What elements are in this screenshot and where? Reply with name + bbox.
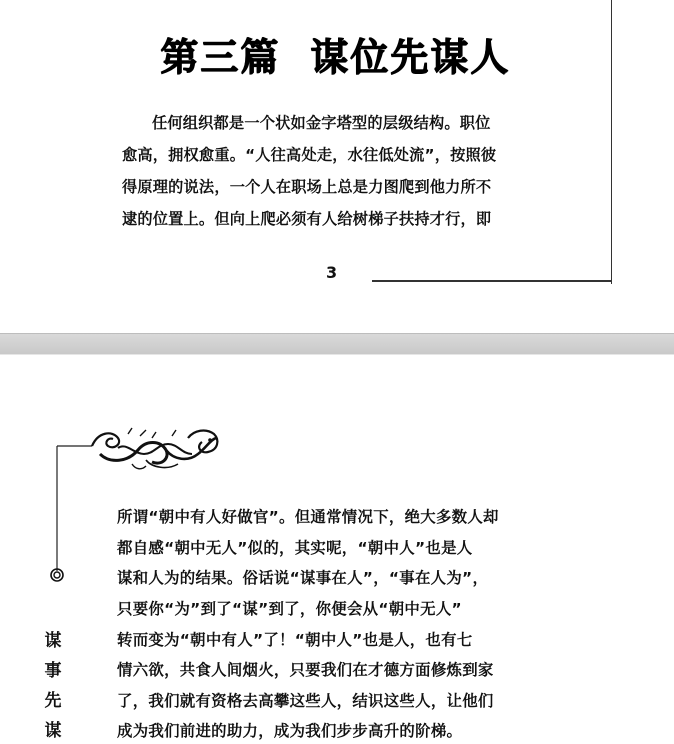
paragraph-line: 逮的位置上。但向上爬必须有人给树梯子扶持才行，即 — [122, 210, 492, 228]
side-title-char: 谋 — [44, 721, 62, 741]
page-separator — [0, 333, 674, 355]
paragraph-line: 得原理的说法，一个人在职场上总是力图爬到他力所不 — [122, 178, 492, 196]
side-title-char: 谋 — [44, 631, 62, 651]
dragon-ornament-icon — [48, 424, 228, 584]
paragraph-line: 谋和人为的结果。俗话说“谋事在人”，“事在人为”， — [117, 569, 489, 587]
paragraph-line: 了，我们就有资格去高攀这些人，结识这些人，让他们 — [117, 692, 494, 710]
page-2 — [0, 356, 674, 744]
paragraph-line: 只要你“为”到了“谋”到了，你便会从“朝中无人” — [117, 600, 462, 618]
chapter-part: 第三篇 — [160, 35, 281, 79]
chapter-name: 谋位先谋人 — [310, 35, 511, 79]
page-1 — [0, 0, 674, 333]
chapter-title — [160, 26, 530, 81]
paragraph-line: 任何组织都是一个状如金字塔型的层级结构。职位 — [152, 114, 491, 132]
page-frame-rule-horizontal — [372, 280, 612, 282]
paragraph-line: 所谓“朝中有人好做官”。但通常情况下，绝大多数人却 — [117, 508, 499, 526]
page-frame-rule-vertical — [611, 0, 612, 284]
paragraph-line: 转而变为“朝中有人”了！“朝中人”也是人，也有七 — [117, 631, 473, 649]
side-title-char: 先 — [44, 691, 62, 711]
page-number: 3 — [326, 263, 338, 282]
paragraph-line: 愈高，拥权愈重。“人往高处走，水往低处流”，按照彼 — [122, 146, 497, 164]
paragraph-line: 成为我们前进的助力，成为我们步步高升的阶梯。 — [117, 722, 463, 740]
paragraph-line: 情六欲，共食人间烟火，只要我们在才德方面修炼到家 — [117, 661, 494, 679]
side-title-char: 事 — [44, 661, 62, 681]
paragraph-line: 都自感“朝中无人”似的，其实呢，“朝中人”也是人 — [117, 539, 473, 557]
